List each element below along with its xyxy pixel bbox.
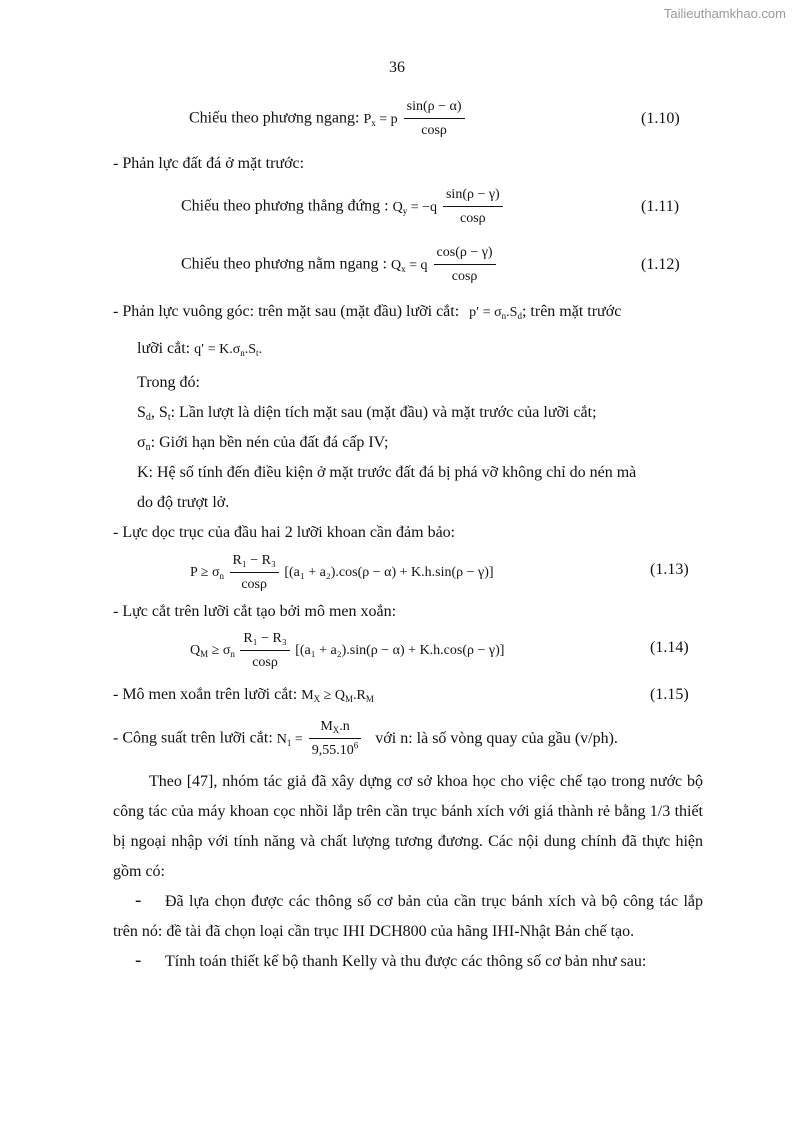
formula-q-prime: $q' = K.\sigma_n.S_t$. [194,342,263,358]
equation-power: - Công suất trên lưỡi cắt: $N_1$ = $\frac{M_X.n}{9,55.10^6}$ với n: là số vòng quay của gầu (v/ph). [113,719,618,758]
eq-1-12-label: Chiếu theo phương nằm ngang : [181,255,387,273]
bullet-axial-force: - Lực dọc trục của đầu hai 2 lưỡi khoan cần đảm bảo: [113,524,456,541]
eq-number-1-12: (1.12) [641,256,680,273]
eq-1-14-fraction: $\frac{\text{R₁ − R₃}}{\cos\rho}$ [240,630,289,672]
eq-1-11-lhs: $Q_y = -q$ [392,199,437,216]
eq-1-11-label: Chiếu theo phương thẳng đứng : [181,197,389,215]
power-lhs: $N_1$ = [276,731,303,748]
eq-number-1-10: (1.10) [641,110,680,127]
equation-1-11 [181,186,505,228]
formula-p-prime: $p' = \sigma_n.S_d$ [469,305,522,321]
eq-1-12-fraction: $\frac{\cos(\rho - \gamma)}{\cos\rho}$ [434,244,496,286]
where-item-sigma: $\sigma_n$: Giới hạn bền nén của đất đá cấp IV; [137,434,389,453]
eq-number-1-11: (1.11) [641,198,680,215]
eq-number-1-14: (1.14) [650,639,689,656]
eq-number-1-13: (1.13) [650,561,689,578]
equation-1-15: - Mô men xoắn trên lưỡi cắt: $M_X \ge Q_M.R_M$ [113,686,374,704]
eq-1-10-label: Chiếu theo phương ngang: [189,109,360,127]
equation-1-12 [181,244,498,286]
body-paragraph: Theo [47], nhóm tác giả đã xây dựng cơ sở khoa học cho việc chế tạo trong nước bộ công tác của máy khoan cọc nhồi lắp trên cần trục bánh xích với giá thành rẻ bằng 1/3 thiết bị ngoại nhập với tính năng và chất lượng tương đương. Các nội dung chính đã thực hiện gồm có: [113,773,703,880]
eq-1-12-lhs: $Q_x = q$ [391,257,428,274]
equation-1-14: $Q_M \ge \sigma_n$ $\frac{\text{R₁ − R₃}}{\cos\rho}$ [(a₁ + a₂).sin(ρ − α) + K.h.cos(ρ − γ)] [190,631,505,670]
bullet-front-reaction: - Phản lực đất đá ở mặt trước: [113,155,305,172]
list-item-crane: - Đã lựa chọn được các thông số cơ bản của cần trục bánh xích và bộ công tác lắp trên nó: đề tài đã chọn loại cần trục IHI DCH800 của hãng IHI-Nhật Bản chế tạo. [113,890,703,940]
eq-number-1-15: (1.15) [650,686,689,703]
where-item-s: $S_d$, $S_t$: Lần lượt là diện tích mặt sau (mặt đầu) và mặt trước của lưỡi cắt; [137,404,597,423]
power-fraction: $\frac{M_X.n}{9,55.10^6}$ [309,718,362,760]
eq-1-13-fraction: $\frac{\text{R₁ − R₃}}{\cos\rho}$ [230,552,279,594]
equation-1-10 [189,98,467,140]
normal-reaction-cont: lưỡi cắt: $q' = K.\sigma_n.S_t$. [137,340,263,358]
eq-1-15-formula: $M_X \ge Q_M.R_M$ [301,688,374,704]
eq-1-10-fraction: $\frac{\sin(\rho - \alpha)}{\cos\rho}$ [404,98,465,140]
list-item-kelly: - Tính toán thiết kế bộ thanh Kelly và thu được các thông số cơ bản như sau: [135,950,647,971]
bullet-cutting-force: - Lực cắt trên lưỡi cắt tạo bởi mô men xoắn: [113,603,397,620]
equation-1-13: $P \ge \sigma_n$ $\frac{\text{R₁ − R₃}}{\cos\rho}$ [(a₁ + a₂).cos(ρ − α) + K.h.sin(ρ − γ)] [190,553,494,592]
where-item-k-cont: do độ trượt lở. [137,494,230,511]
watermark: Tailieuthamkhao.com [663,6,786,21]
bullet-normal-reaction: - Phản lực vuông góc: trên mặt sau (mặt đầu) lưỡi cắt: $p' = \sigma_n.S_d$; trên mặt trước [113,303,622,321]
where-title: Trong đó: [137,374,200,391]
eq-1-10-lhs: $P_x = p$ [363,111,398,128]
page-number: 36 [389,59,405,76]
where-item-k: K: Hệ số tính đến điều kiện ở mặt trước đất đá bị phá vỡ không chỉ do nén mà [137,464,637,481]
eq-1-11-fraction: $\frac{\sin(\rho - \gamma)}{\cos\rho}$ [443,186,503,228]
